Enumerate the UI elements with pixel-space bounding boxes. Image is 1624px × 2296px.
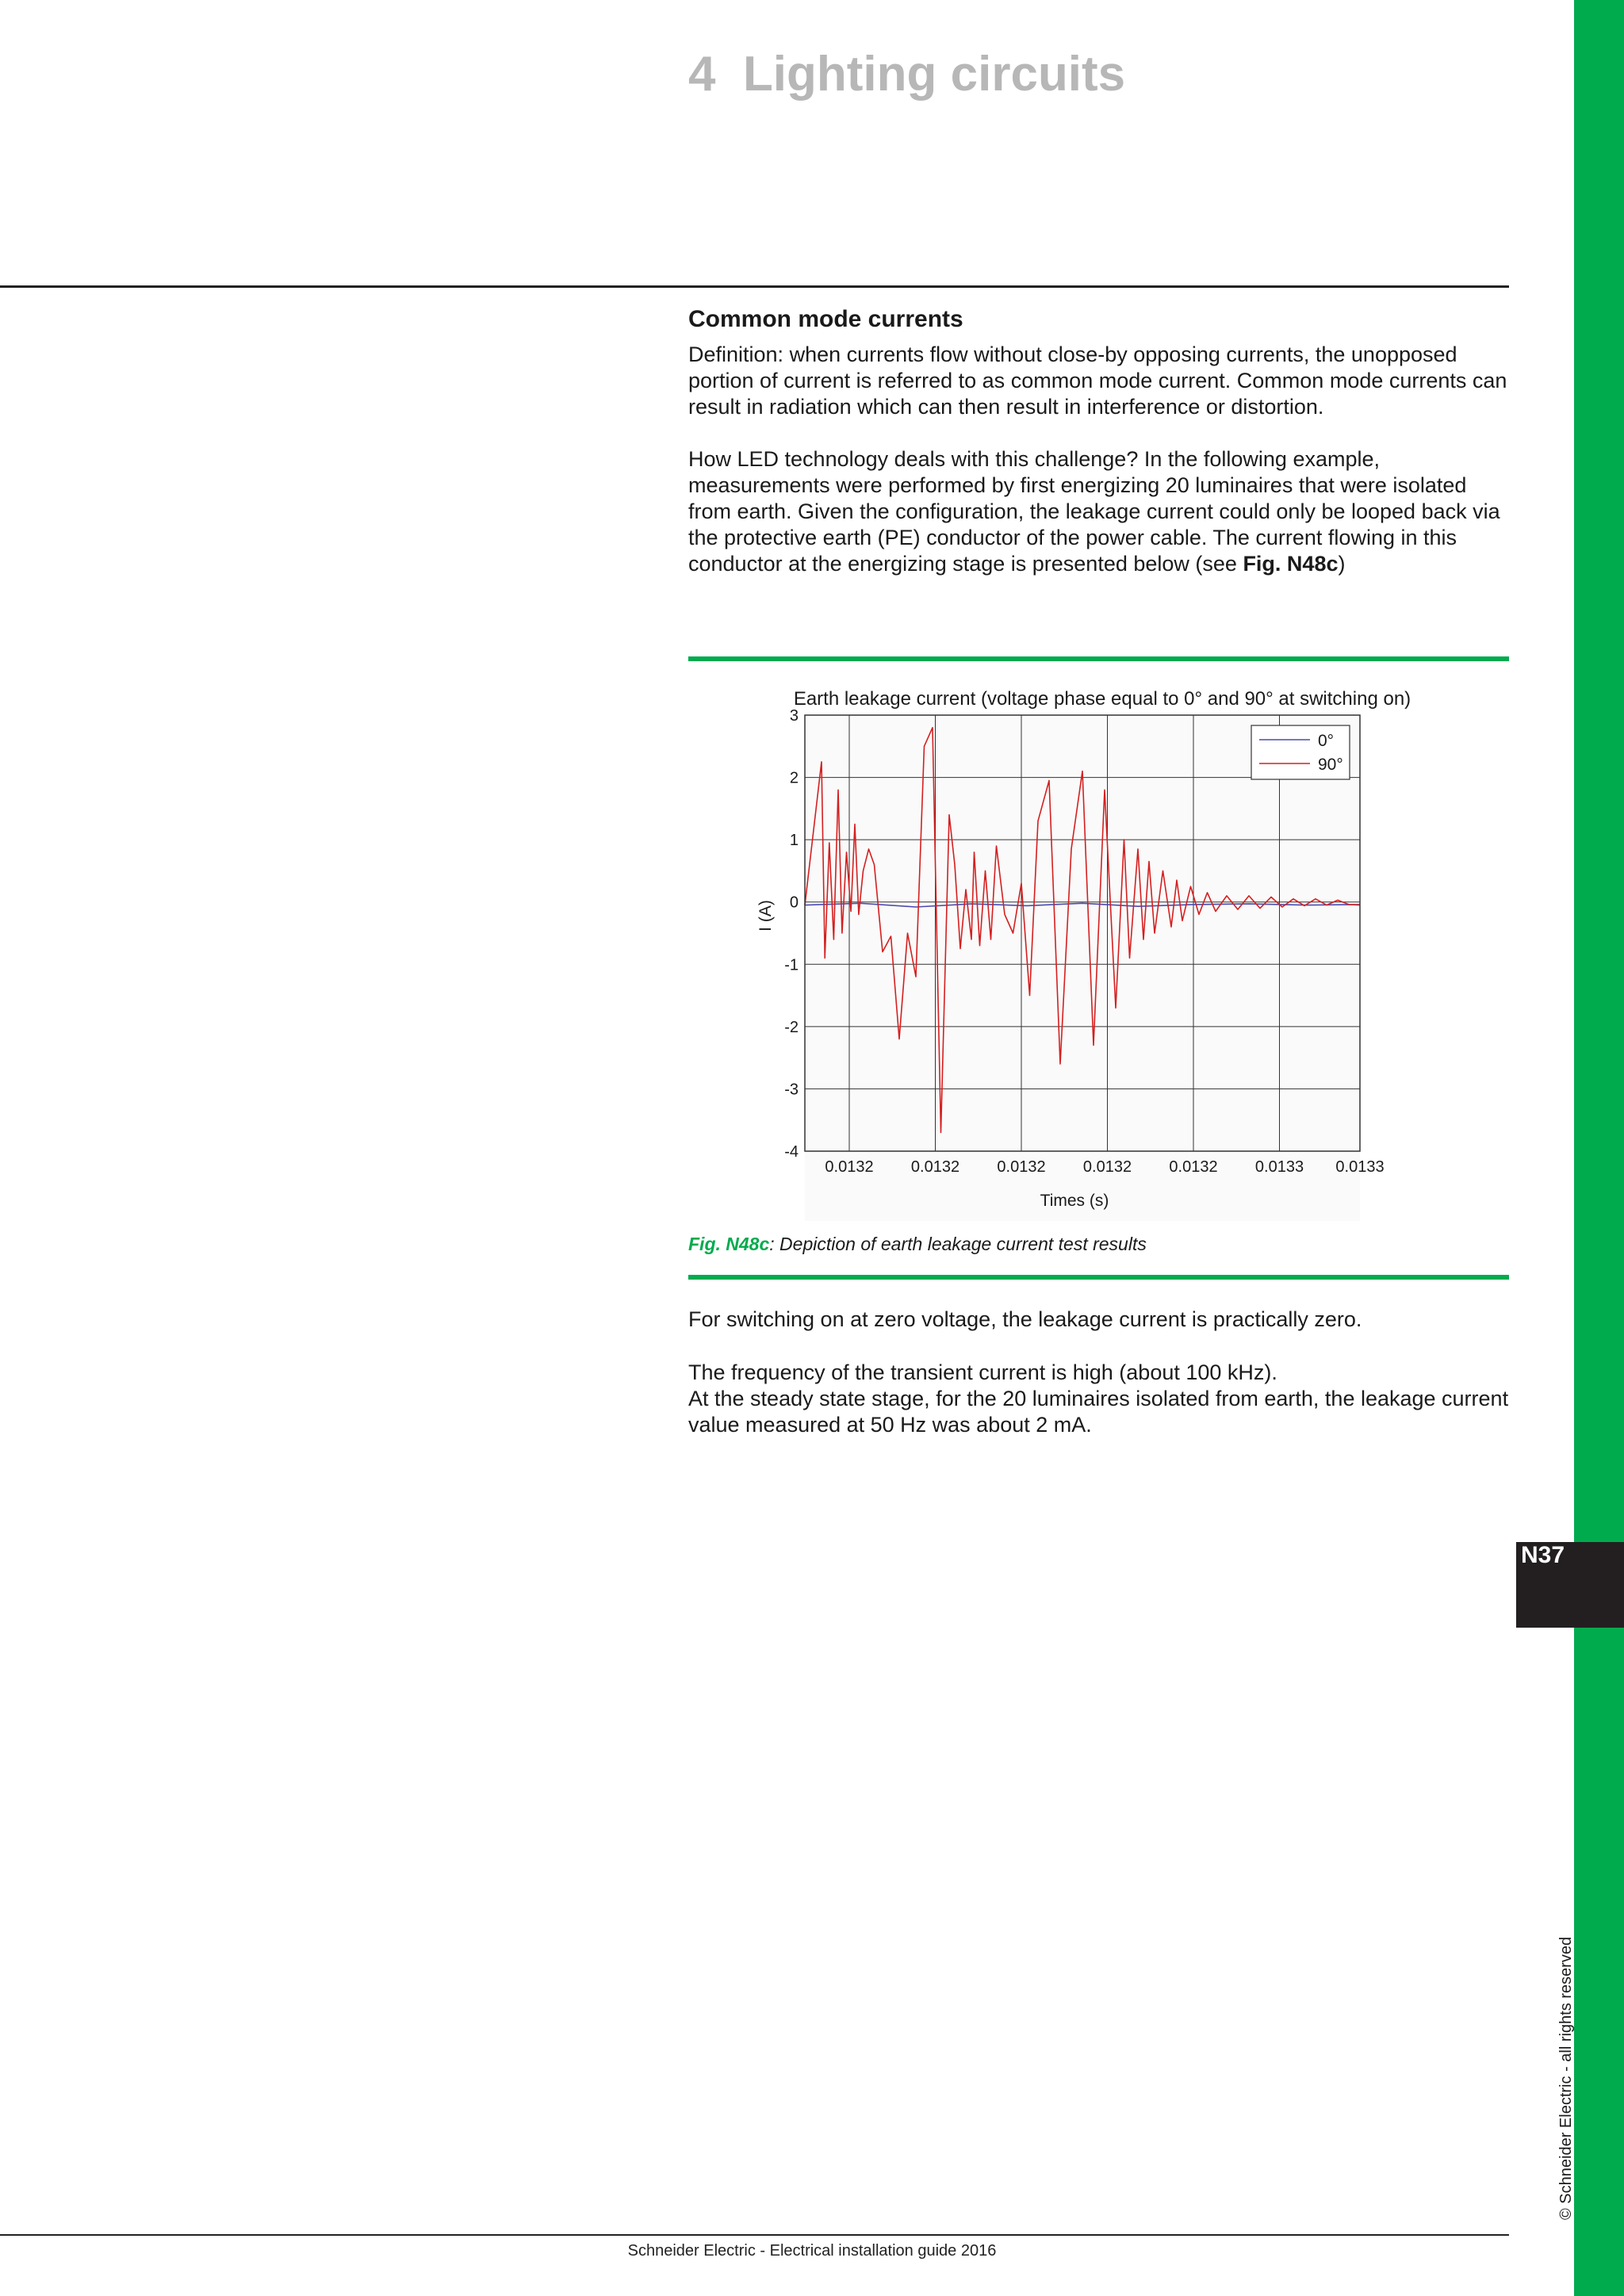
x-tick-label: 0.0132 <box>1169 1158 1218 1176</box>
chart-legend <box>1251 725 1350 779</box>
section-heading: Common mode currents <box>688 306 963 332</box>
zero-voltage-paragraph: For switching on at zero voltage, the leakage current is practically zero. <box>688 1307 1362 1331</box>
y-tick-label: 1 <box>789 832 799 850</box>
x-tick-label: 0.0133 <box>1254 1158 1304 1176</box>
chapter-name: Lighting circuits <box>742 47 1126 101</box>
chart-svg <box>745 674 1475 1221</box>
side-accent-bar <box>1574 0 1624 2296</box>
chapter-title <box>688 46 1125 102</box>
figure-top-rule <box>688 656 1509 661</box>
led-intro-text: How LED technology deals with this challenge? In the following example, measurements were performed by first energizing 20 luminaires that were isolated from earth. Given the configuration, the leakage current could only be looped back via the protective earth (PE) conductor of the power cable. The current flowing in this conductor at the energizing stage is presented below (see <box>688 447 1500 576</box>
y-tick-label: -3 <box>784 1081 799 1099</box>
copyright-note: © Schneider Electric - all rights reserved <box>1557 1936 1575 2220</box>
frequency-line-1: The frequency of the transient current is high (about 100 kHz). <box>688 1360 1277 1384</box>
legend-label-90deg: 90° <box>1318 756 1343 774</box>
y-tick-label: -1 <box>784 956 799 974</box>
frequency-line-2: At the steady state stage, for the 20 luminaires isolated from earth, the leakage current value measured at 50 Hz was about 2 mA. <box>688 1387 1509 1437</box>
earth-leakage-chart <box>745 674 1475 1221</box>
y-tick-labels <box>784 707 799 1161</box>
figure-caption <box>688 1234 1147 1255</box>
x-tick-label: 0.0132 <box>825 1158 874 1176</box>
plot-background <box>805 715 1360 1221</box>
led-intro-paragraph <box>688 446 1513 577</box>
x-tick-label: 0.0133 <box>1335 1158 1385 1176</box>
footer-divider <box>0 2234 1509 2236</box>
x-tick-label: 0.0132 <box>997 1158 1046 1176</box>
chapter-number: 4 <box>688 47 716 101</box>
page-number: N37 <box>1521 1542 1565 1568</box>
x-tick-label: 0.0132 <box>910 1158 960 1176</box>
y-tick-label: -2 <box>784 1018 799 1036</box>
figure-bottom-rule <box>688 1275 1509 1280</box>
definition-paragraph: Definition: when currents flow without close-by opposing currents, the unopposed portion of current is referred to as common mode current. Common mode currents can result in radiation which can then result in interference or distortion. <box>688 342 1507 419</box>
led-intro-close: ) <box>1338 552 1346 576</box>
x-axis-label: Times (s) <box>1040 1192 1109 1210</box>
y-tick-label: 0 <box>789 894 799 912</box>
footer-text: Schneider Electric - Electrical installation guide 2016 <box>627 2242 997 2260</box>
y-tick-label: 2 <box>789 769 799 787</box>
chart-title: Earth leakage current (voltage phase equal to 0° and 90° at switching on) <box>793 688 1411 710</box>
y-tick-label: 3 <box>789 707 799 725</box>
frequency-paragraph <box>688 1360 1513 1438</box>
y-axis-label: I (A) <box>756 900 775 932</box>
caption-text: : Depiction of earth leakage current test results <box>769 1234 1147 1254</box>
y-tick-label: -4 <box>784 1143 799 1161</box>
caption-figure-ref: Fig. N48c <box>688 1234 770 1254</box>
x-tick-label: 0.0132 <box>1082 1158 1132 1176</box>
page-number-tab <box>1516 1542 1624 1628</box>
figure-reference: Fig. N48c <box>1243 552 1339 576</box>
header-divider <box>0 285 1509 288</box>
legend-label-0deg: 0° <box>1318 732 1335 750</box>
